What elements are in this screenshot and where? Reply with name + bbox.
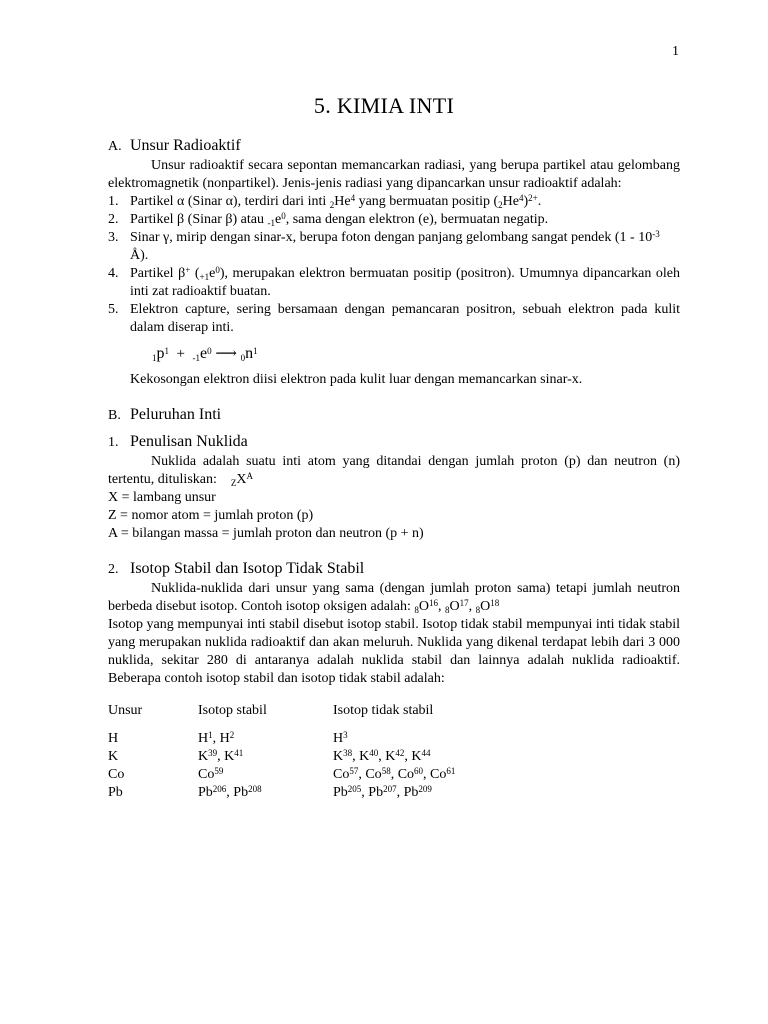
list-item: [108, 229, 680, 265]
list-number: 3.: [108, 230, 119, 245]
subsection-1-marker: 1.: [108, 435, 119, 450]
table-header: Isotop stabil: [198, 703, 267, 718]
mass-number: 209: [418, 783, 432, 794]
radiation-list: [108, 193, 680, 337]
list-number: 4.: [108, 266, 119, 281]
mass-number: 207: [383, 783, 397, 794]
definition-x: X = lambang unsur: [108, 490, 216, 505]
subsection-2-heading: [108, 559, 680, 580]
unstable-isotopes-cell: [333, 730, 533, 748]
element-cell: K: [108, 749, 119, 764]
electron-capture-equation: $_1p^1 + _{-1}e^0$ ⟶ $_0n^1$: [152, 345, 258, 363]
isotope-symbol: K: [385, 749, 396, 764]
mass-number: 57: [349, 765, 359, 776]
isotope-symbol: H: [219, 731, 230, 746]
section-a-intro: Unsur radioaktif secara sepontan memancarkan radiasi, yang berupa partikel atau gelombang elektromagnetik (nonpartikel). Jenis-jenis radiasi yang dipancarkan unsur radioaktif adalah:: [108, 158, 680, 191]
definition-a: A = bilangan massa = jumlah proton dan neutron (p + n): [108, 526, 424, 541]
stable-isotopes-cell: $H^1$, $H^2$: [198, 729, 235, 746]
mass-number: 60: [414, 765, 424, 776]
list-number: 2.: [108, 212, 119, 227]
isotope-symbol: Pb: [333, 785, 348, 800]
definition-z: Z = nomor atom = jumlah proton (p): [108, 508, 314, 523]
mass-number: 39: [208, 747, 218, 758]
mass-number: 42: [395, 747, 405, 758]
mass-number: 1: [208, 729, 213, 740]
table-header-row: [108, 702, 533, 730]
isotope-symbol: Co: [397, 767, 415, 782]
element-cell: H: [108, 731, 119, 746]
subsection-2-para-2: Isotop yang mempunyai inti stabil disebut isotop stabil. Isotop tidak stabil mempunyai inti tidak stabil yang merupakan nuklida radioaktif dan akan meluruh. Nuklida yang dikenal terdapat lebih dari 3 000 nuklida, sekitar 280 di antaranya adalah nuklida stabil dan lainnya adalah nuklida radioaktif. Beberapa contoh isotop stabil dan isotop tidak stabil adalah:: [108, 617, 680, 686]
stable-isotopes-cell: [198, 766, 333, 784]
list-item: [108, 193, 680, 211]
section-a-heading: [108, 136, 680, 157]
section-a-marker: A.: [108, 139, 122, 154]
isotope-symbol: K: [411, 749, 422, 764]
subsection-1-heading: [108, 432, 680, 453]
list-number: 5.: [108, 302, 119, 317]
list-text: Partikel β (Sinar β) atau $_{-1}e^0$, sama dengan elektron (e), bermuatan negatip.: [130, 210, 549, 228]
isotope-symbol: K: [359, 749, 370, 764]
list-number: 1.: [108, 194, 119, 209]
section-b-heading: [108, 405, 680, 426]
document-body: [108, 136, 680, 802]
isotope-symbol: Co: [365, 767, 382, 782]
mass-number: 208: [248, 783, 262, 794]
table-row: [108, 730, 533, 748]
isotope-symbol: H: [333, 731, 344, 746]
mass-number: 61: [446, 765, 456, 776]
element-cell: Co: [108, 767, 125, 782]
isotope-symbol: H: [198, 731, 209, 746]
mass-number: 206: [212, 783, 227, 794]
isotope-symbol: K: [198, 749, 209, 764]
subsection-1-title: Penulisan Nuklida: [130, 433, 248, 450]
document-title: 5. KIMIA INTI: [313, 93, 455, 118]
section-a-note: Kekosongan elektron diisi elektron pada kulit luar dengan memancarkan sinar-x.: [130, 372, 583, 387]
isotope-symbol: K: [333, 749, 344, 764]
mass-number: 3: [343, 729, 348, 740]
isotope-symbol: Pb: [368, 785, 384, 800]
mass-number: 38: [343, 747, 353, 758]
mass-number: 2: [229, 729, 235, 740]
unstable-isotopes-cell: $K^{38}$, $K^{40}$, $K^{42}$, $K^{44}$: [333, 747, 431, 764]
section-b-marker: B.: [108, 408, 121, 423]
mass-number: 205: [347, 783, 362, 794]
mass-number: 58: [381, 765, 391, 776]
stable-isotopes-cell: $K^{39}$, $K^{41}$: [198, 747, 244, 764]
isotope-symbol: Co: [198, 767, 215, 782]
isotope-symbol: Pb: [403, 785, 419, 800]
section-a-title: Unsur Radioaktif: [130, 137, 241, 154]
list-item: [108, 265, 680, 301]
reaction-arrow: ⟶: [215, 346, 237, 362]
list-text: Partikel β+ $(_{+1}e^0)$, merupakan elektron bermuatan positip (positron). Umumnya dipancarkan oleh inti zat radioaktif buatan.: [130, 264, 680, 299]
table-row: [108, 766, 533, 784]
unstable-isotopes-cell: Co$^{57}$, Co$^{58}$, Co$^{60}$, Co$^{61}$: [333, 765, 456, 782]
isotope-table: [108, 702, 533, 802]
subsection-2-title: Isotop Stabil dan Isotop Tidak Stabil: [130, 560, 365, 577]
list-text: Partikel α (Sinar α), terdiri dari inti $_2He^4$ yang bermuatan positip $(_2He^4)^{2+}$.: [130, 192, 542, 210]
table-row: [108, 748, 533, 766]
table-header: Unsur: [108, 703, 143, 718]
subsection-2-marker: 2.: [108, 562, 119, 577]
isotope-symbol: K: [224, 749, 235, 764]
mass-number: 41: [234, 747, 244, 758]
subsection-2-para-1: Nuklida-nuklida dari unsur yang sama (dengan jumlah proton sama) tetapi jumlah neutron berbeda disebut isotop. Contoh isotop oksigen adalah: $_8O^{16}$, $_8O^{17}$, $_8O^{18}$: [108, 581, 680, 615]
subsection-1-intro: Nuklida adalah suatu inti atom yang ditandai dengan jumlah proton (p) dan neutron (n) tertentu, dituliskan: $_ZX^A$: [108, 454, 680, 488]
table-header: Isotop tidak stabil: [333, 703, 434, 718]
list-text: Sinar γ, mirip dengan sinar-x, berupa foton dengan panjang gelombang sangat pendek ($1 - 10^{-3}$ Å).: [130, 228, 660, 263]
list-item: [108, 301, 680, 337]
unstable-isotopes-cell: Pb$^{205}$, Pb$^{207}$, Pb$^{209}$: [333, 783, 432, 800]
stable-isotopes-cell: Pb$^{206}$, Pb$^{208}$: [198, 783, 262, 800]
isotope-symbol: Pb: [233, 785, 249, 800]
page-number: 1: [672, 44, 679, 59]
mass-number: 59: [214, 765, 224, 776]
table-row: [108, 784, 533, 802]
list-item: [108, 211, 680, 229]
list-text: Elektron capture, sering bersamaan dengan pemancaran positron, sebuah elektron pada kulit dalam diserap inti.: [130, 302, 680, 335]
section-b-title: Peluruhan Inti: [130, 406, 222, 423]
mass-number: 44: [421, 747, 431, 758]
element-cell: Pb: [108, 785, 123, 800]
isotope-symbol: Co: [333, 767, 350, 782]
mass-number: 40: [369, 747, 379, 758]
isotope-symbol: Co: [430, 767, 447, 782]
isotope-symbol: Pb: [198, 785, 213, 800]
